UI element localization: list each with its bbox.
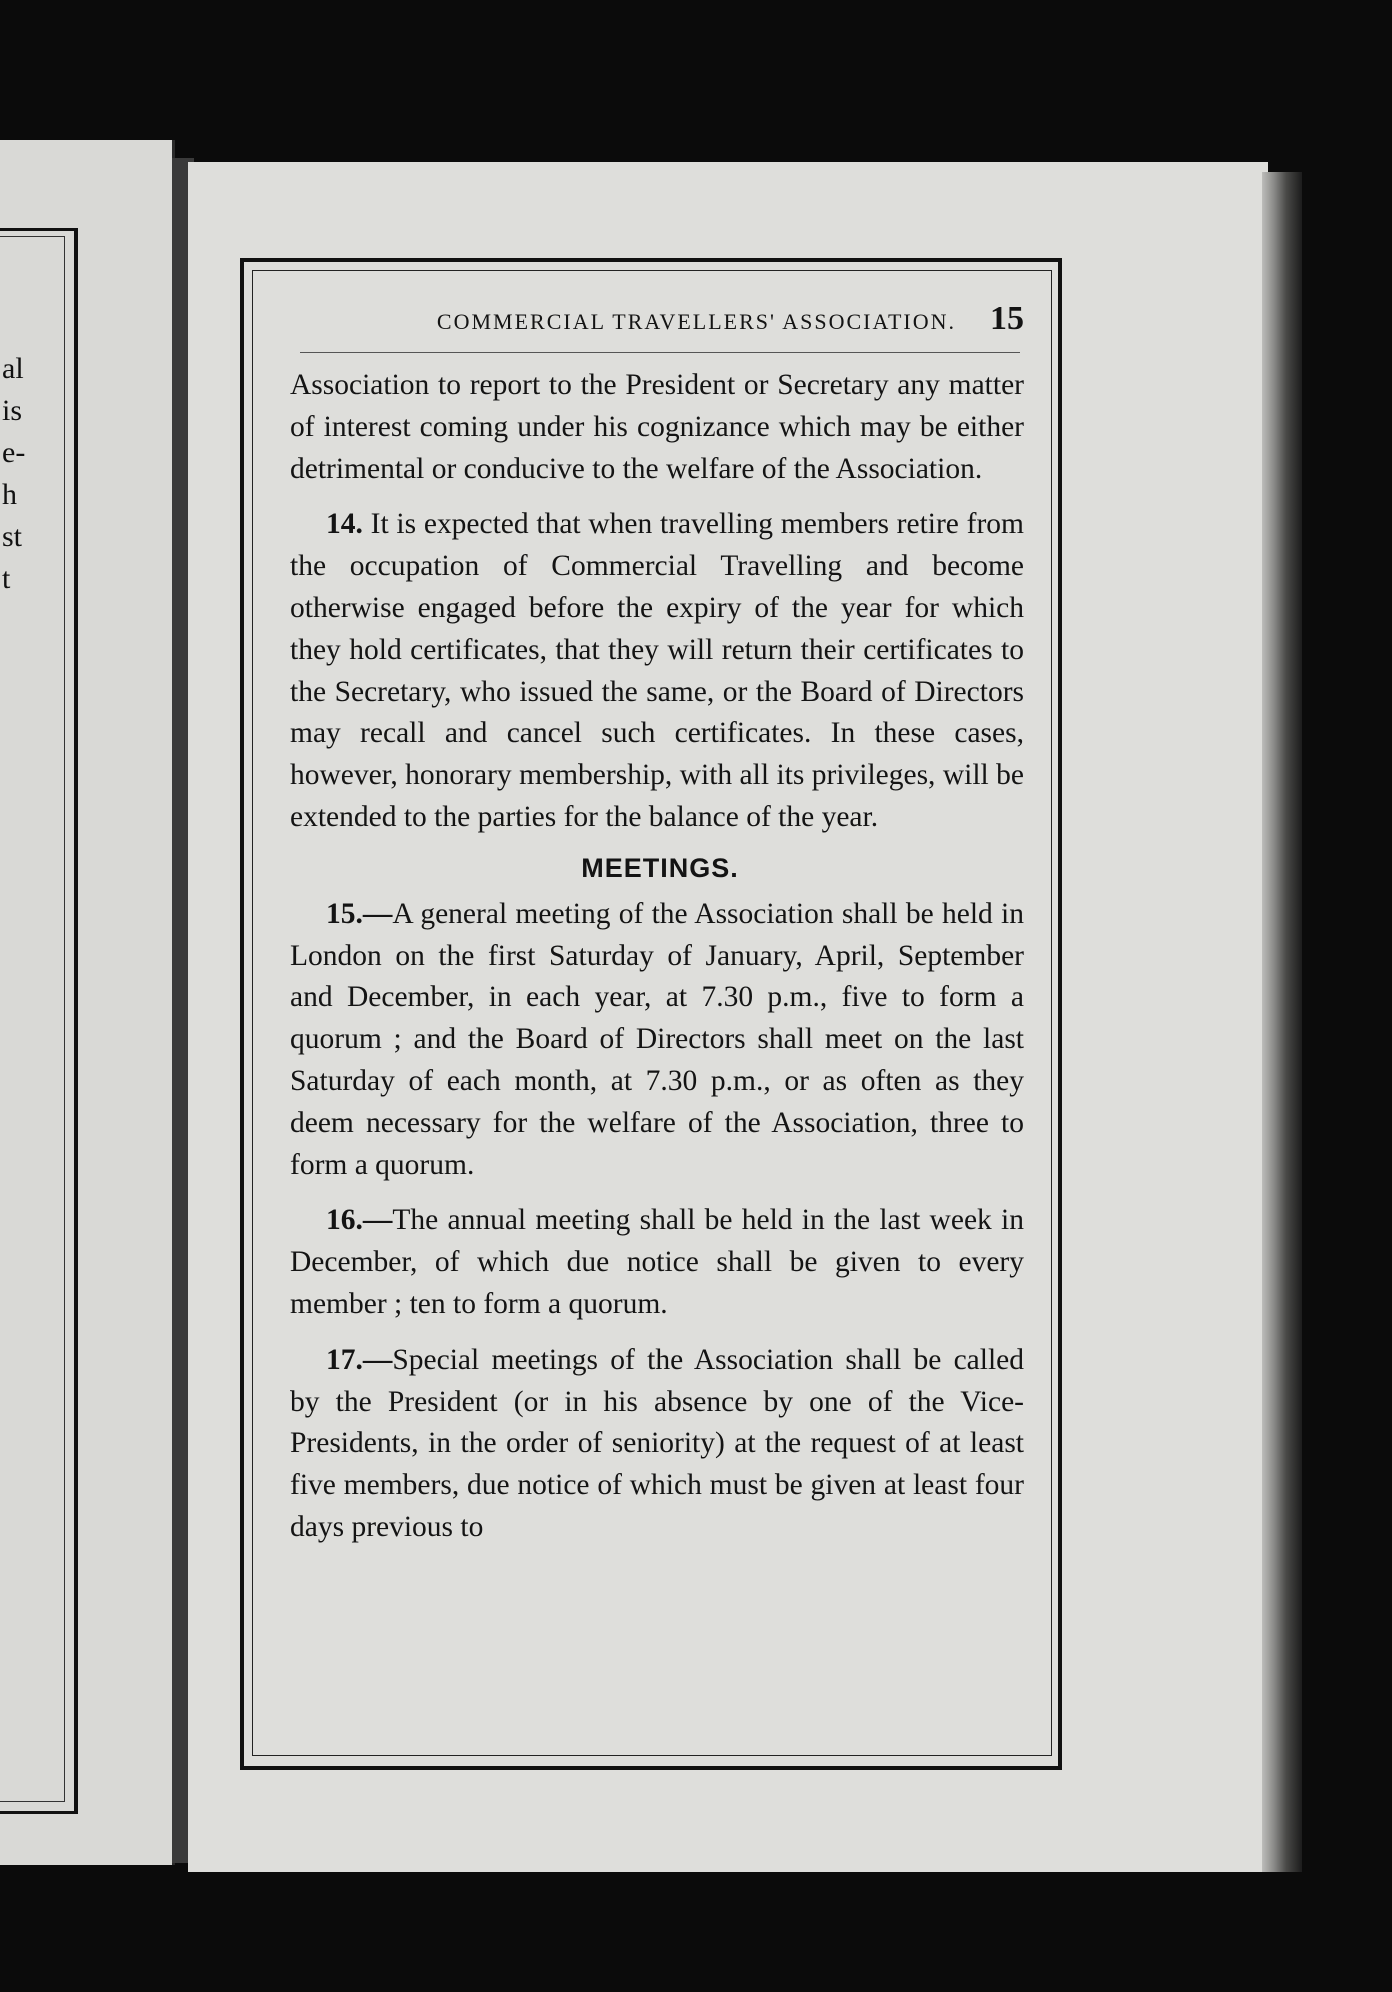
running-title: COMMERCIAL TRAVELLERS' ASSOCIATION. [436,309,956,334]
left-page-fragment: is [2,394,23,427]
section-heading-meetings: MEETINGS. [581,852,739,883]
left-page-fragment: t [2,562,11,595]
paragraph-16 [290,1200,1030,1325]
paragraph-number: 17.— [326,1343,393,1376]
left-facing-page [0,140,175,1865]
page-edge [1262,172,1302,1872]
left-page-fragment: e- [2,436,26,469]
paragraph-14 [290,504,1030,838]
left-page-fragment: al [2,352,24,385]
left-page-fragment: h [2,478,17,511]
paragraph-text: Special meetings of the Association shall be called by the President (or in his absence by one of the Vice-Presidents, in the order of seniority) at the request of at least five members, due notice of which must be given at least four days previous to [290,1343,1024,1543]
running-header [290,300,1030,338]
paragraph-17 [290,1340,1030,1549]
paragraph-text: The annual meeting shall be held in the last week in December, of which due notice shall be given to every member ; ten to form a quorum. [290,1204,1024,1320]
paragraph-number: 14. [326,508,363,541]
header-rule [300,352,1020,353]
page-content [290,300,1030,1563]
paragraph-text: A general meeting of the Association shall be held in London on the first Saturday of January, April, September and December, in each year, at 7.30 p.m., five to form a quorum ; and the Board of Directors shall meet on the last Saturday of each month, at 7.30 p.m., or as often as they deem necessary for the welfare of the Association, three to form a quorum. [290,897,1024,1181]
paragraph-15 [290,894,1030,1187]
left-page-inner-border [0,236,65,1802]
paragraph-text: It is expected that when travelling members retire from the occupation of Commercial Travelling and become otherwise engaged before the expiry of the year for which they hold certificates, that they will return their certificates to the Secretary, who issued the same, or the Board of Directors may recall and cancel such certificates. In these cases, however, honorary membership, with all its privileges, will be extended to the parties for the balance of the year. [290,508,1024,833]
paragraph-number: 16.— [326,1204,393,1237]
paragraph-text: Association to report to the President or Secretary any matter of interest coming under his cognizance which may be either detrimental or conducive to the welfare of the Association. [290,369,1024,485]
left-page-fragment: st [2,520,23,553]
paragraph-13-continued [290,365,1030,490]
paragraph-number: 15.— [326,897,393,930]
page-number: 15 [990,300,1024,337]
